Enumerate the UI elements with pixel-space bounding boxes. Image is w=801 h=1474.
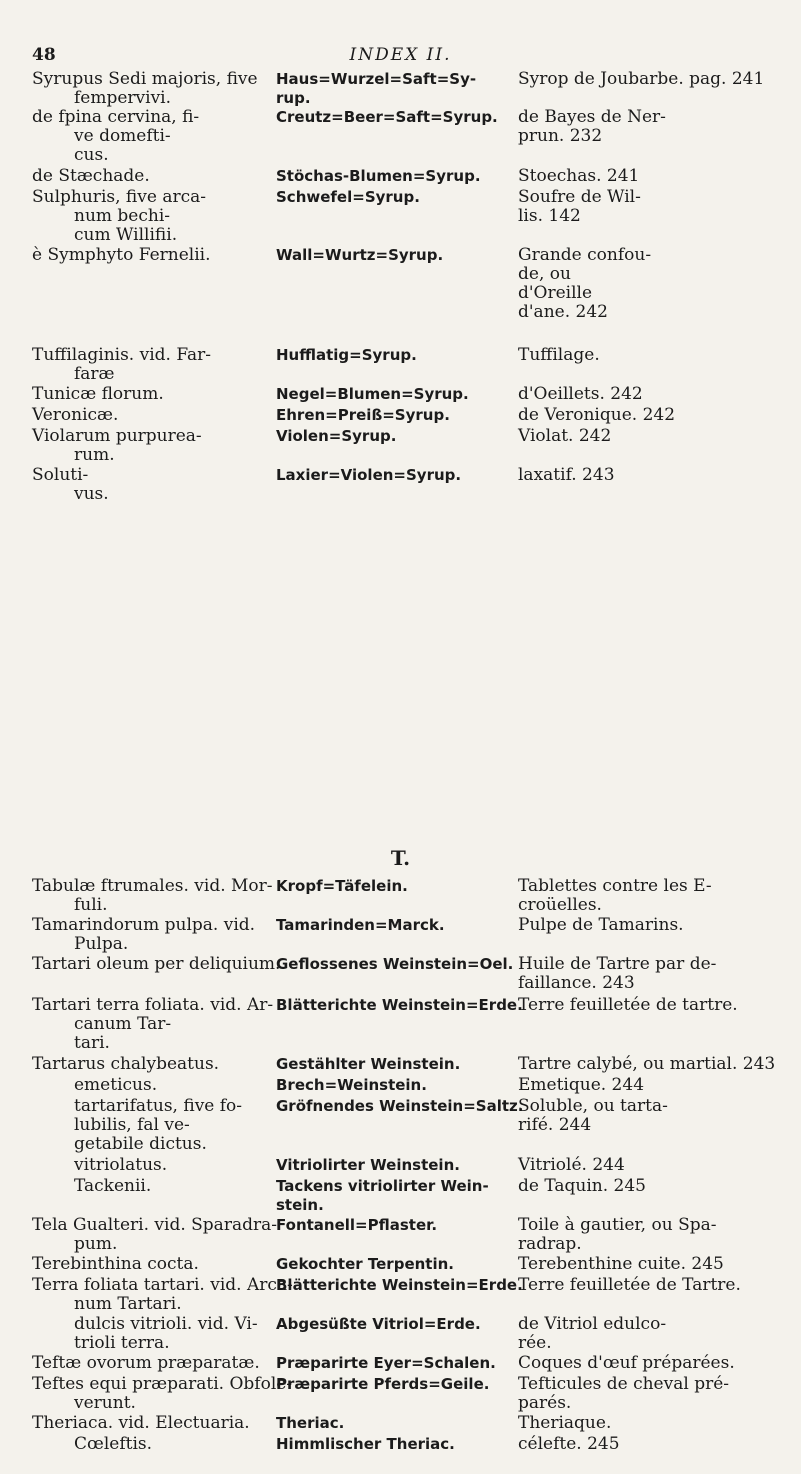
entry-line: Laxier=Violen=Syrup. [276, 466, 462, 484]
entry-french-5 [508, 346, 770, 365]
entry-french-12 [508, 955, 770, 993]
entry-french-11 [508, 916, 770, 935]
entry-german-3 [276, 188, 504, 207]
entry-german-11 [276, 916, 504, 935]
entry-latin-21 [32, 1275, 293, 1314]
entry-latin-22 [32, 1315, 270, 1353]
entry-french-15 [508, 1076, 770, 1095]
entry-french-14 [508, 1054, 776, 1074]
entry-line: vus. [74, 484, 109, 504]
entry-line: Gekochter Terpentin. [276, 1255, 454, 1273]
entry-line: Theriac. [276, 1414, 345, 1432]
entry-line: è Symphyto Fernelii. [32, 245, 211, 265]
entry-latin-23 [32, 1354, 270, 1373]
entry-line: Terebinthina cocta. [32, 1254, 199, 1274]
entry-line: Negel=Blumen=Syrup. [276, 385, 469, 403]
entry-german-4 [276, 246, 504, 265]
entry-line: Veronicæ. [32, 405, 119, 425]
entry-line: getabile dictus. [74, 1134, 207, 1154]
entry-german-26 [276, 1435, 504, 1454]
entry-french-7 [508, 406, 770, 425]
entry-latin-5 [32, 346, 270, 384]
entry-german-24 [276, 1375, 504, 1394]
entry-line: de Taquin. 245 [518, 1176, 646, 1196]
entry-line: faillance. 243 [518, 973, 635, 993]
entry-latin-1 [32, 108, 270, 165]
entry-german-22 [276, 1315, 504, 1334]
entry-line: Tunicæ florum. [32, 384, 164, 404]
entry-line: Grande confou- [518, 245, 652, 265]
entry-line: Terra foliata tartari. vid. Arca- [32, 1275, 293, 1295]
entry-line: Stöchas-Blumen=Syrup. [276, 167, 481, 185]
entry-line: faræ [74, 364, 115, 384]
entry-line: tari. [74, 1033, 110, 1053]
section-letter: T. [390, 846, 411, 870]
entry-french-20 [508, 1255, 770, 1274]
entry-line: Creutz=Beer=Saft=Syrup. [276, 108, 498, 126]
entry-german-0 [276, 70, 504, 108]
entry-line: Stoechas. 241 [518, 166, 640, 186]
entry-german-15 [276, 1076, 504, 1095]
entry-line: Terre feuilletée de Tartre. [518, 1275, 741, 1295]
entry-line: Hufflatig=Syrup. [276, 346, 417, 364]
entry-line: Brech=Weinstein. [276, 1076, 427, 1094]
entry-latin-4 [32, 246, 270, 265]
entry-german-8 [276, 427, 504, 446]
entry-line: Violat. 242 [518, 426, 612, 446]
entry-german-21 [276, 1276, 523, 1295]
entry-line: rum. [74, 445, 115, 465]
entry-latin-19 [32, 1215, 277, 1254]
entry-line: de fpina cervina, fi- [32, 107, 200, 127]
entry-line: d'ane. 242 [518, 302, 608, 322]
entry-latin-18 [32, 1177, 270, 1196]
entry-line: Coques d'œuf préparées. [518, 1353, 735, 1373]
entry-latin-17 [32, 1156, 270, 1175]
entry-line: Abgesüßte Vitriol=Erde. [276, 1315, 481, 1333]
entry-line: fuli. [74, 895, 108, 915]
entry-german-17 [276, 1156, 504, 1175]
entry-line: Pulpa. [74, 934, 129, 954]
entry-line: Tartarus chalybeatus. [32, 1054, 220, 1074]
entry-german-19 [276, 1216, 504, 1235]
entry-line: Tackenii. [74, 1176, 152, 1196]
entry-german-23 [276, 1354, 504, 1373]
entry-latin-24 [32, 1374, 293, 1413]
entry-line: num Tartari. [74, 1294, 182, 1314]
entry-line: Ehren=Preiß=Syrup. [276, 406, 450, 424]
entry-line: Gestählter Weinstein. [276, 1055, 461, 1073]
entry-line: verunt. [74, 1393, 136, 1413]
entry-latin-10 [32, 876, 273, 915]
entry-line: Tuffilage. [518, 345, 600, 365]
entry-line: de Veronique. 242 [518, 405, 676, 425]
entry-line: croüelles. [518, 895, 602, 915]
entry-line: de Bayes de Ner- [518, 107, 666, 127]
entry-line: radrap. [518, 1234, 582, 1254]
entry-line: tartarifatus, five fo- [74, 1096, 243, 1116]
entry-line: lubilis, fal ve- [74, 1115, 190, 1135]
entry-line: Schwefel=Syrup. [276, 188, 420, 206]
entry-line: parés. [518, 1393, 572, 1413]
entry-line: Wall=Wurtz=Syrup. [276, 246, 444, 264]
entry-latin-11 [32, 916, 270, 954]
entry-line: Terebenthine cuite. 245 [518, 1254, 724, 1274]
entry-line: stein. [276, 1196, 324, 1214]
entry-german-14 [276, 1055, 504, 1074]
entry-french-23 [508, 1354, 770, 1373]
entry-line: canum Tar- [74, 1014, 172, 1034]
entry-line: Præparirte Eyer=Schalen. [276, 1354, 496, 1372]
entry-line: Vitriolirter Weinstein. [276, 1156, 460, 1174]
entry-line: lis. 142 [518, 206, 581, 226]
entry-line: Syrop de Joubarbe. pag. 241 [518, 69, 765, 89]
entry-line: de Stæchade. [32, 166, 150, 186]
entry-line: Soluble, ou tarta- [518, 1096, 668, 1116]
entry-french-3 [508, 188, 770, 226]
entry-line: vitriolatus. [74, 1155, 168, 1175]
entry-line: Tartari oleum per deliquium. [32, 954, 281, 974]
entry-line: Pulpe de Tamarins. [518, 915, 684, 935]
entry-line: rup. [276, 89, 311, 107]
entry-line: Tartari terra foliata. vid. Ar- [32, 995, 274, 1015]
entry-french-17 [508, 1156, 770, 1175]
entry-line: rifé. 244 [518, 1115, 592, 1135]
entry-german-1 [276, 108, 504, 127]
entry-german-16 [276, 1097, 524, 1116]
entry-line: de, ou [518, 264, 571, 284]
entry-line: Teftes equi præparati. Obfole- [32, 1374, 293, 1394]
entry-line: Cœleftis. [74, 1434, 153, 1454]
entry-german-12 [276, 955, 514, 974]
entry-line: Tackens vitriolirter Wein- [276, 1177, 489, 1195]
entry-line: Teftæ ovorum præparatæ. [32, 1353, 260, 1373]
entry-line: num bechi- [74, 206, 171, 226]
entry-french-4 [508, 246, 770, 322]
entry-line: Gröfnendes Weinstein=Saltz. [276, 1097, 524, 1115]
entry-line: Violarum purpurea- [32, 426, 202, 446]
entry-line: Tablettes contre les E- [518, 876, 712, 896]
entry-french-8 [508, 427, 770, 446]
entry-line: Tela Gualteri. vid. Sparadra- [32, 1215, 277, 1235]
entry-latin-0 [32, 70, 270, 108]
entry-line: emeticus. [74, 1075, 158, 1095]
entry-line: Fontanell=Pflaster. [276, 1216, 438, 1234]
entry-french-25 [508, 1414, 770, 1433]
entry-line: Soufre de Wil- [518, 187, 641, 207]
entry-line: laxatif. 243 [518, 465, 615, 485]
entry-line: Soluti- [32, 465, 89, 485]
entry-latin-6 [32, 385, 270, 404]
entry-french-0 [508, 70, 770, 89]
entry-french-24 [508, 1375, 770, 1413]
entry-french-21 [508, 1276, 770, 1295]
entry-latin-25 [32, 1414, 270, 1433]
entry-german-10 [276, 877, 504, 896]
entry-line: Vitriolé. 244 [518, 1155, 625, 1175]
entry-latin-7 [32, 406, 270, 425]
entry-german-13 [276, 996, 523, 1015]
entry-latin-15 [32, 1076, 270, 1095]
entry-line: Kropf=Täfelein. [276, 877, 408, 895]
entry-german-9 [276, 466, 504, 485]
entry-line: Syrupus Sedi majoris, five [32, 69, 258, 89]
entry-line: rée. [518, 1333, 552, 1353]
entry-german-25 [276, 1414, 504, 1433]
entry-line: Sulphuris, five arca- [32, 187, 206, 207]
entry-line: Blätterichte Weinstein=Erde. [276, 1276, 523, 1294]
entry-line: d'Oreille [518, 283, 593, 303]
entry-german-7 [276, 406, 504, 425]
entry-latin-8 [32, 427, 270, 465]
entry-latin-13 [32, 995, 274, 1053]
entry-german-6 [276, 385, 504, 404]
entry-line: Theriaca. vid. Electuaria. [32, 1413, 250, 1433]
entry-line: d'Oeillets. 242 [518, 384, 643, 404]
entry-german-2 [276, 167, 504, 186]
entry-line: cum Willifii. [74, 225, 178, 245]
entry-german-18 [276, 1177, 504, 1215]
entry-line: Himmlischer Theriac. [276, 1435, 455, 1453]
entry-french-1 [508, 108, 770, 146]
entry-french-9 [508, 466, 770, 485]
entry-french-13 [508, 996, 770, 1015]
entry-line: trioli terra. [74, 1333, 170, 1353]
entry-line: Tefticules de cheval pré- [518, 1374, 730, 1394]
entry-french-18 [508, 1177, 770, 1196]
entry-french-22 [508, 1315, 770, 1353]
entry-line: Toile à gautier, ou Spa- [518, 1215, 717, 1235]
entry-line: Haus=Wurzel=Saft=Sy- [276, 70, 477, 88]
entry-latin-20 [32, 1255, 270, 1274]
entry-line: prun. 232 [518, 126, 603, 146]
entry-latin-12 [32, 954, 281, 974]
entry-french-6 [508, 385, 770, 404]
entry-latin-26 [32, 1435, 270, 1454]
entry-line: célefte. 245 [518, 1434, 620, 1454]
entry-line: Violen=Syrup. [276, 427, 397, 445]
entry-latin-3 [32, 188, 270, 245]
entry-line: Geflossenes Weinstein=Oel. [276, 955, 514, 973]
entry-line: cus. [74, 145, 109, 165]
entry-line: Tamarindorum pulpa. vid. [32, 915, 256, 935]
entry-line: dulcis vitrioli. vid. Vi- [74, 1314, 258, 1334]
entry-latin-2 [32, 167, 270, 186]
entry-line: Emetique. 244 [518, 1075, 645, 1095]
entry-line: Tabulæ ftrumales. vid. Mor- [32, 876, 273, 896]
entry-french-16 [508, 1097, 770, 1135]
page-number: 48 [32, 45, 56, 65]
entry-german-20 [276, 1255, 504, 1274]
entry-latin-16 [32, 1097, 270, 1154]
entry-line: fempervivi. [74, 88, 172, 108]
entry-line: Huile de Tartre par de- [518, 954, 717, 974]
entry-latin-14 [32, 1055, 270, 1074]
entry-line: pum. [74, 1234, 118, 1254]
entry-line: Præparirte Pferds=Geile. [276, 1375, 490, 1393]
entry-line: Theriaque. [518, 1413, 612, 1433]
entry-line: Tamarinden=Marck. [276, 916, 445, 934]
entry-french-19 [508, 1216, 770, 1254]
entry-french-10 [508, 877, 770, 915]
entry-line: Blätterichte Weinstein=Erde. [276, 996, 523, 1014]
page-title: INDEX II. [349, 45, 452, 65]
entry-line: Terre feuilletée de tartre. [518, 995, 738, 1015]
entry-line: Tartre calybé, ou martial. 243 [518, 1054, 776, 1074]
entry-french-26 [508, 1435, 770, 1454]
entry-french-2 [508, 167, 770, 186]
entry-german-5 [276, 346, 504, 365]
entry-line: de Vitriol edulco- [518, 1314, 667, 1334]
entry-line: ve domefti- [74, 126, 171, 146]
entry-latin-9 [32, 466, 270, 504]
entry-line: Tuffilaginis. vid. Far- [32, 345, 211, 365]
